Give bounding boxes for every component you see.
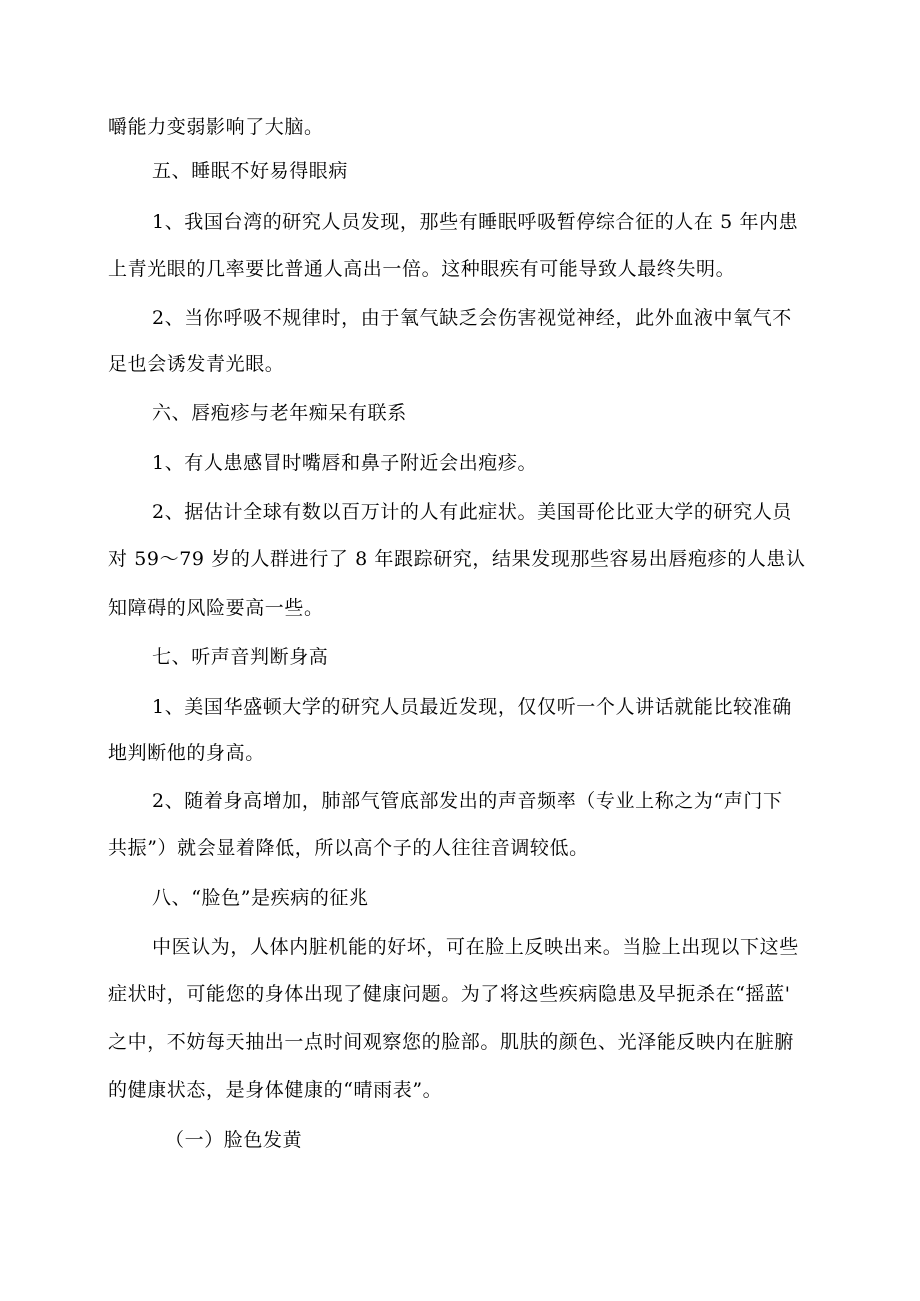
section-heading-7: 七、听声音判断身高 [152, 646, 329, 668]
body-text-line: 之中，不妨每天抽出一点时间观察您的脸部。肌肤的颜色、光泽能反映内在脏腑 [108, 1031, 795, 1053]
body-text-line: 嚼能力变弱影响了大脑。 [108, 116, 324, 138]
section-heading-5: 五、睡眠不好易得眼病 [152, 160, 349, 182]
body-text-line: 2、当你呼吸不规律时，由于氧气缺乏会伤害视觉神经，此外血液中氧气不 [152, 307, 792, 329]
body-text-line: 2、据估计全球有数以百万计的人有此症状。美国哥伦比亚大学的研究人员 [152, 501, 792, 523]
body-text-line: 对 59～79 岁的人群进行了 8 年跟踪研究，结果发现那些容易出唇疱疹的人患认 [108, 548, 806, 570]
body-text-line: 2、随着身高增加，肺部气管底部发出的声音频率（专业上称之为“声门下 [152, 790, 783, 812]
body-text-line: 足也会诱发青光眼。 [108, 353, 285, 375]
body-text-line: 的健康状态，是身体健康的“晴雨表”。 [108, 1079, 443, 1101]
body-text-line: 共振”）就会显着降低，所以高个子的人往往音调较低。 [108, 837, 589, 859]
body-text-line: 1、我国台湾的研究人员发现，那些有睡眠呼吸暂停综合征的人在 5 年内患 [152, 211, 799, 233]
section-heading-8: 八、“脸色”是疾病的征兆 [152, 887, 369, 909]
subsection-heading: （一）脸色发黄 [165, 1129, 303, 1151]
body-text-line: 1、有人患感冒时嘴唇和鼻子附近会出疱疹。 [152, 452, 538, 474]
body-text-line: 知障碍的风险要高一些。 [108, 597, 324, 619]
body-text-line: 中医认为，人体内脏机能的好坏，可在脸上反映出来。当脸上出现以下这些 [152, 936, 799, 958]
body-text-line: 症状时，可能您的身体出现了健康问题。为了将这些疾病隐患及早扼杀在“摇蓝' [108, 983, 791, 1005]
body-text-line: 1、美国华盛顿大学的研究人员最近发现，仅仅听一个人讲话就能比较准确 [152, 696, 792, 718]
section-heading-6: 六、唇疱疹与老年痴呆有联系 [152, 402, 407, 424]
body-text-line: 地判断他的身高。 [108, 742, 265, 764]
body-text-line: 上青光眼的几率要比普通人高出一倍。这种眼疾有可能导致人最终失明。 [108, 258, 736, 280]
